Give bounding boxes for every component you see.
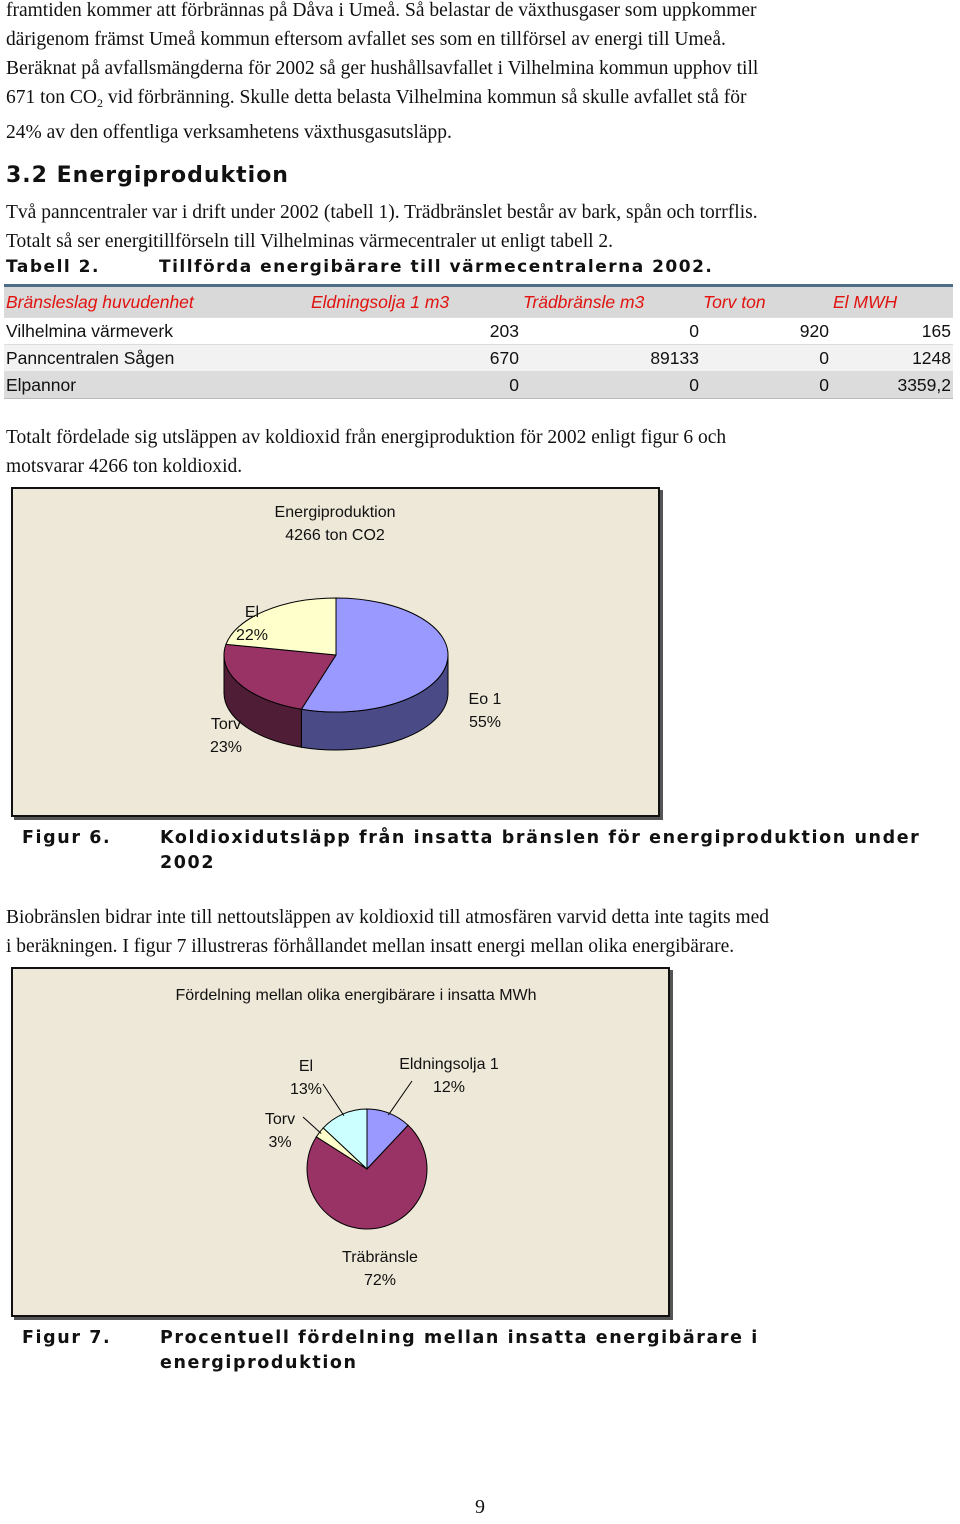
intro-line xyxy=(6,83,958,118)
intro-line: Beräknat på avfallsmängderna för 2002 så ger hushållsavfallet i Vilhelmina kommun upphov till xyxy=(6,58,759,79)
intro-line: därigenom främst Umeå kommun eftersom avfallet ses som en tillförsel av energi till Umeå. xyxy=(6,29,726,50)
table-cell: 920 xyxy=(701,318,831,345)
table-cell: 3359,2 xyxy=(831,372,953,399)
summary-line: motsvarar 4266 ton koldioxid. xyxy=(6,456,243,477)
pie-label-eldningsolja-1: Eldningsolja 1 12% xyxy=(399,1056,499,1096)
table-cell: 89133 xyxy=(521,345,701,372)
leader-line xyxy=(388,1081,412,1115)
bio-line: i beräkningen. I figur 7 illustreras förhållandet mellan insatt energi mellan olika energibärare. xyxy=(6,936,735,957)
table-cell: 0 xyxy=(521,372,701,399)
intro-paragraph xyxy=(6,0,958,147)
pie-label-träbränsle: Träbränsle 72% xyxy=(342,1249,418,1289)
figure6-caption-text xyxy=(160,826,940,876)
section-heading: 3.2 Energiproduktion xyxy=(6,163,289,188)
section-line: Två panncentraler var i drift under 2002 (tabell 1). Trädbränslet består av bark, spån och torrflis. xyxy=(6,202,758,223)
figure7-caption xyxy=(0,1326,960,1376)
table-cell: Panncentralen Sågen xyxy=(4,345,309,372)
column-header: Bränsleslag huvudenhet xyxy=(4,286,309,318)
figure7-caption-line: Procentuell fördelning mellan insatta energibärare i xyxy=(160,1328,759,1348)
table-caption-label: Tabell 2. xyxy=(6,257,100,277)
chart-energy-co2-svg xyxy=(13,489,658,815)
table-cell: 0 xyxy=(309,372,521,399)
chart-energy-distribution-svg xyxy=(13,969,668,1315)
figure6-caption-line: Koldioxidutsläpp från insatta bränslen för energiproduktion under xyxy=(160,828,921,848)
table-cell: 165 xyxy=(831,318,953,345)
column-header: Torv ton xyxy=(701,286,831,318)
pie-label-el: El 22% xyxy=(235,604,269,644)
table-caption-text: Tillförda energibärare till värmecentralerna 2002. xyxy=(159,257,714,277)
column-header: El MWH xyxy=(831,286,953,318)
table-cell: 203 xyxy=(309,318,521,345)
intro-line: framtiden kommer att förbrännas på Dåva i Umeå. Så belastar de växthusgaser som uppkommer xyxy=(6,0,757,21)
pie-label-el: El 13% xyxy=(289,1058,323,1098)
figure6-label: Figur 6. xyxy=(22,828,112,848)
pie-label-torv: Torv 3% xyxy=(264,1111,296,1151)
chart-energy-distribution xyxy=(11,967,670,1317)
bio-line: Biobränslen bidrar inte till nettoutsläppen av koldioxid till atmosfären varvid detta inte tagits med xyxy=(6,907,770,928)
table-row xyxy=(4,318,953,345)
leader-line xyxy=(303,1117,321,1133)
pie-label-torv: Torv 23% xyxy=(209,716,243,756)
table-caption xyxy=(6,257,713,277)
figure7-label: Figur 7. xyxy=(22,1328,112,1348)
energy-table xyxy=(4,284,953,399)
intro-line-rest: vid förbränning. Skulle detta belasta Vilhelmina kommun så skulle avfallet stå för xyxy=(103,87,747,108)
summary-paragraph xyxy=(6,423,958,481)
column-header: Trädbränsle m3 xyxy=(521,286,701,318)
chart-energy-co2 xyxy=(11,487,660,817)
table-cell: 670 xyxy=(309,345,521,372)
table-cell: 0 xyxy=(521,318,701,345)
chart-subtitle: 4266 ton CO2 xyxy=(285,527,385,544)
table-row xyxy=(4,345,953,372)
section-paragraph xyxy=(6,198,958,256)
bio-paragraph xyxy=(6,903,958,961)
page-number: 9 xyxy=(475,1496,485,1518)
intro-co2-subscript: 2 xyxy=(97,96,104,110)
chart-title: Energiproduktion xyxy=(274,504,396,521)
table-cell: 0 xyxy=(701,372,831,399)
intro-line: 24% av den offentliga verksamhetens växthusgasutsläpp. xyxy=(6,122,452,143)
table-cell: 0 xyxy=(701,345,831,372)
leader-line xyxy=(323,1084,344,1116)
figure6-caption-line: 2002 xyxy=(160,853,216,873)
table-header-row xyxy=(4,286,953,318)
column-header: Eldningsolja 1 m3 xyxy=(309,286,521,318)
figure7-caption-text xyxy=(160,1326,940,1376)
section-line: Totalt så ser energitillförseln till Vilhelminas värmecentraler ut enligt tabell 2. xyxy=(6,231,614,252)
table-row xyxy=(4,372,953,399)
figure6-caption xyxy=(0,826,960,876)
table-cell: 1248 xyxy=(831,345,953,372)
pie-label-eo-1: Eo 1 55% xyxy=(468,691,502,731)
table-cell: Vilhelmina värmeverk xyxy=(4,318,309,345)
figure7-caption-line: energiproduktion xyxy=(160,1353,358,1373)
table-cell: Elpannor xyxy=(4,372,309,399)
chart-title: Fördelning mellan olika energibärare i insatta MWh xyxy=(175,987,537,1004)
summary-line: Totalt fördelade sig utsläppen av koldioxid från energiproduktion för 2002 enligt figur 6 och xyxy=(6,427,727,448)
intro-co2: 671 ton CO xyxy=(6,87,98,108)
